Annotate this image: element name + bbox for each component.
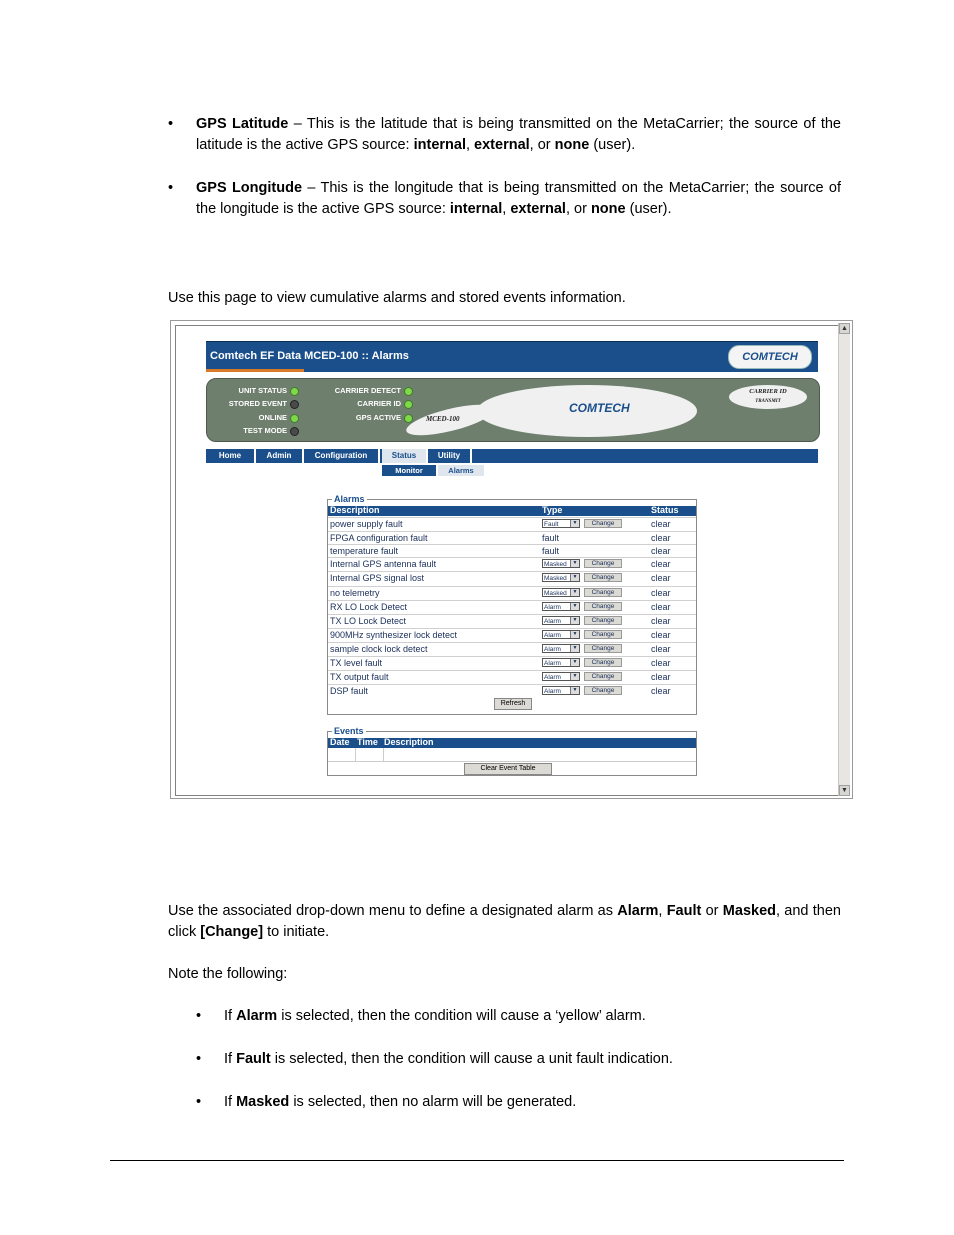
- alarm-type-select[interactable]: [542, 686, 580, 695]
- change-button[interactable]: Change: [584, 672, 622, 681]
- alarm-type-value: Alarm: [544, 618, 561, 625]
- alarm-row: [328, 557, 696, 572]
- alarm-description: temperature fault: [330, 546, 399, 556]
- alarm-type-value: Masked: [544, 575, 567, 582]
- vertical-scrollbar[interactable]: [838, 323, 850, 796]
- subtab-monitor[interactable]: Monitor: [382, 465, 436, 476]
- alarm-row: [328, 642, 696, 657]
- label-online: ONLINE: [258, 413, 287, 422]
- alarm-type-value: Alarm: [544, 674, 561, 681]
- online-led-icon: [290, 414, 299, 423]
- events-table-header: [328, 738, 696, 748]
- instruction-paragraph: Use the associated drop-down menu to define a designated alarm as Alarm, Fault or Masked, and then click [Change] to initiate.: [168, 903, 841, 940]
- alarm-type-value: Alarm: [544, 646, 561, 653]
- alarm-description: TX LO Lock Detect: [330, 616, 407, 626]
- alarm-row: [328, 670, 696, 685]
- carrier-id-title: CARRIER ID: [749, 388, 787, 395]
- alarm-row: [328, 628, 696, 643]
- alarm-description: FPGA configuration fault: [330, 533, 428, 543]
- change-button[interactable]: Change: [584, 573, 622, 582]
- alarm-type-select[interactable]: [542, 630, 580, 639]
- bullet-dot: •: [196, 1051, 202, 1067]
- alarm-type-select[interactable]: [542, 658, 580, 667]
- chevron-down-icon[interactable]: ▼: [570, 603, 579, 610]
- label-gps-active: GPS ACTIVE: [355, 413, 401, 422]
- alarm-type-text: fault: [542, 546, 560, 556]
- footer-rule: [110, 1160, 844, 1161]
- tab-configuration[interactable]: Configuration: [304, 449, 380, 463]
- title-bar: [206, 341, 818, 370]
- bullet-text: GPS Longitude – This is the longitude that is being transmitted on the MetaCarrier; the source of the longitude is the active GPS source: internal, external, or none (user).: [196, 180, 842, 217]
- chevron-down-icon[interactable]: ▼: [570, 631, 579, 638]
- scroll-down-icon[interactable]: ▼: [839, 785, 850, 796]
- chevron-down-icon[interactable]: ▼: [570, 659, 579, 666]
- tab-admin[interactable]: Admin: [256, 449, 304, 463]
- comtech-logo: COMTECH: [728, 345, 812, 369]
- alarm-type-text: fault: [542, 533, 560, 543]
- alarm-type-select[interactable]: [542, 602, 580, 611]
- accent-bar-blue: [304, 369, 818, 372]
- note-text: If Fault is selected, then the condition will cause a unit fault indication.: [224, 1051, 673, 1067]
- header-time: Time: [357, 737, 378, 747]
- alarm-type-select[interactable]: [542, 672, 580, 681]
- alarm-description: no telemetry: [330, 588, 380, 598]
- alarm-row: [328, 517, 696, 532]
- bullet-dot: •: [196, 1008, 202, 1024]
- alarm-type-select[interactable]: [542, 644, 580, 653]
- alarm-type-select[interactable]: [542, 559, 580, 568]
- alarm-description: Internal GPS antenna fault: [330, 559, 437, 569]
- unit-status-led-icon: [290, 387, 299, 396]
- note-text: If Alarm is selected, then the condition will cause a ‘yellow’ alarm.: [224, 1008, 646, 1024]
- alarm-description: 900MHz synthesizer lock detect: [330, 630, 458, 640]
- chevron-down-icon[interactable]: ▼: [570, 617, 579, 624]
- alarm-row: [328, 614, 696, 629]
- carrier-id-led-icon: [404, 400, 413, 409]
- alarm-status: clear: [651, 602, 671, 612]
- alarm-type-value: Masked: [544, 590, 567, 597]
- alarm-status: clear: [651, 533, 671, 543]
- events-divider: [383, 748, 384, 761]
- clear-event-table-button[interactable]: Clear Event Table: [464, 763, 552, 775]
- chevron-down-icon[interactable]: ▼: [570, 589, 579, 596]
- label-unit-status: UNIT STATUS: [238, 386, 287, 395]
- alarm-status: clear: [651, 588, 671, 598]
- change-button[interactable]: Change: [584, 686, 622, 695]
- stored-event-led-icon: [290, 400, 299, 409]
- alarm-type-select[interactable]: [542, 573, 580, 582]
- chevron-down-icon[interactable]: ▼: [570, 645, 579, 652]
- test-mode-led-icon: [290, 427, 299, 436]
- change-button[interactable]: Change: [584, 616, 622, 625]
- note-heading: Note the following:: [168, 966, 288, 982]
- change-button[interactable]: Change: [584, 588, 622, 597]
- header-event-description: Description: [384, 737, 434, 747]
- front-panel: [206, 378, 820, 442]
- intro-paragraph: Use this page to view cumulative alarms and stored events information.: [168, 290, 626, 306]
- header-type: Type: [542, 505, 563, 515]
- nav-bar: [206, 449, 818, 463]
- label-carrier-detect: CARRIER DETECT: [334, 386, 401, 395]
- label-test-mode: TEST MODE: [243, 426, 287, 435]
- header-date: Date: [330, 737, 350, 747]
- label-carrier-id: CARRIER ID: [357, 399, 401, 408]
- alarm-row: [328, 684, 696, 699]
- label-stored-event: STORED EVENT: [228, 399, 287, 408]
- carrier-id-badge: [729, 385, 807, 409]
- alarm-status: clear: [651, 519, 671, 529]
- browser-viewport: [175, 325, 842, 796]
- chevron-down-icon[interactable]: ▼: [570, 574, 579, 581]
- alarm-description: RX LO Lock Detect: [330, 602, 408, 612]
- alarm-type-value: Fault: [544, 521, 559, 528]
- note-text: If Masked is selected, then no alarm will be generated.: [224, 1094, 577, 1110]
- alarm-type-select[interactable]: [542, 616, 580, 625]
- alarm-status: clear: [651, 616, 671, 626]
- alarm-description: TX level fault: [330, 658, 383, 668]
- alarm-type-value: Alarm: [544, 660, 561, 667]
- alarm-status: clear: [651, 630, 671, 640]
- alarm-type-select[interactable]: [542, 588, 580, 597]
- alarms-table-header: [328, 506, 696, 516]
- alarm-row: [328, 586, 696, 601]
- alarm-description: sample clock lock detect: [330, 644, 428, 654]
- alarms-screenshot: [170, 320, 853, 799]
- alarm-status: clear: [651, 644, 671, 654]
- refresh-button[interactable]: Refresh: [494, 698, 532, 710]
- alarm-status: clear: [651, 686, 671, 696]
- change-button[interactable]: Change: [584, 658, 622, 667]
- alarm-type-value: Masked: [544, 561, 567, 568]
- alarm-description: power supply fault: [330, 519, 403, 529]
- alarm-row: [328, 571, 696, 587]
- alarm-status: clear: [651, 672, 671, 682]
- events-divider: [355, 748, 356, 761]
- alarm-status: clear: [651, 658, 671, 668]
- scroll-up-icon[interactable]: ▲: [839, 323, 850, 334]
- alarm-type-select[interactable]: [542, 519, 580, 528]
- alarm-status: clear: [651, 546, 671, 556]
- bullet-dot: •: [168, 116, 174, 132]
- alarms-legend: Alarms: [334, 494, 365, 504]
- alarm-type-value: Alarm: [544, 632, 561, 639]
- header-description: Description: [330, 505, 380, 515]
- alarm-row: [328, 600, 696, 615]
- change-button[interactable]: Change: [584, 559, 622, 568]
- bullet-dot: •: [168, 180, 174, 196]
- alarm-description: DSP fault: [330, 686, 368, 696]
- alarm-type-value: Alarm: [544, 688, 561, 695]
- events-divider: [328, 761, 696, 762]
- header-status: Status: [651, 505, 679, 515]
- tab-utility[interactable]: Utility: [428, 449, 472, 463]
- panel-logo: COMTECH: [569, 401, 630, 415]
- chevron-down-icon[interactable]: ▼: [570, 687, 579, 694]
- change-button[interactable]: Change: [584, 630, 622, 639]
- accent-bar: [206, 369, 304, 372]
- alarm-row: [328, 656, 696, 671]
- window-title: Comtech EF Data MCED-100 :: Alarms: [210, 350, 409, 362]
- events-fieldset: [327, 726, 697, 776]
- chevron-down-icon[interactable]: ▼: [570, 673, 579, 680]
- alarm-type-value: Alarm: [544, 604, 561, 611]
- bullet-dot: •: [196, 1094, 202, 1110]
- bullet-text: GPS Latitude – This is the latitude that is being transmitted on the MetaCarrier; the source of the latitude is the active GPS source: internal, external, or none (user).: [196, 116, 841, 153]
- chevron-down-icon[interactable]: ▼: [570, 520, 579, 527]
- change-button[interactable]: Change: [584, 602, 622, 611]
- events-legend: Events: [334, 726, 364, 736]
- tab-home[interactable]: Home: [206, 449, 256, 463]
- alarm-row: [328, 531, 696, 545]
- carrier-id-sub: TRANSMIT: [755, 399, 781, 404]
- carrier-detect-led-icon: [404, 387, 413, 396]
- change-button[interactable]: Change: [584, 644, 622, 653]
- alarm-status: clear: [651, 559, 671, 569]
- chevron-down-icon[interactable]: ▼: [570, 560, 579, 567]
- tab-status[interactable]: Status: [382, 449, 428, 463]
- alarm-description: TX output fault: [330, 672, 389, 682]
- gps-active-led-icon: [404, 414, 413, 423]
- alarms-fieldset: [327, 494, 697, 715]
- alarm-description: Internal GPS signal lost: [330, 573, 425, 583]
- subtab-alarms[interactable]: Alarms: [438, 465, 484, 476]
- alarm-status: clear: [651, 573, 671, 583]
- alarm-row: [328, 544, 696, 558]
- model-label: MCED-100: [426, 415, 460, 423]
- change-button[interactable]: Change: [584, 519, 622, 528]
